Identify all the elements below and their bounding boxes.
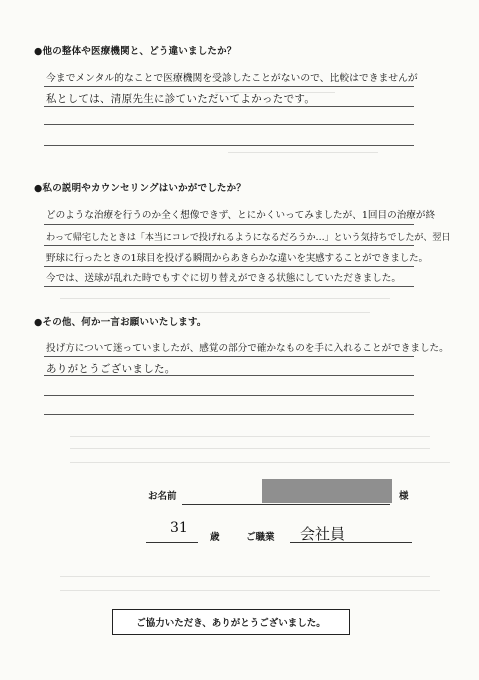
thanks-text: ご協力いただき、ありがとうございました。 bbox=[136, 618, 326, 629]
show-through bbox=[228, 152, 378, 153]
answer-rule bbox=[44, 414, 414, 415]
show-through bbox=[60, 590, 440, 591]
answer-1-line-2: 私としては、清原先生に診ていただいてよかったです。 bbox=[46, 93, 316, 105]
answer-2-line-2: わって帰宅したときは「本当にコレで投げれるようになるだろうか…」という気持ちでしたが、翌日 bbox=[46, 232, 451, 243]
show-through bbox=[60, 298, 390, 299]
answer-rule bbox=[44, 145, 414, 146]
answer-rule bbox=[44, 375, 414, 376]
answer-rule bbox=[44, 356, 414, 357]
name-redaction bbox=[262, 479, 392, 503]
occupation-line bbox=[290, 542, 412, 543]
occupation-label: ご職業 bbox=[246, 532, 275, 543]
show-through bbox=[70, 462, 450, 463]
age-line bbox=[146, 542, 198, 543]
name-line bbox=[182, 504, 390, 505]
answer-rule bbox=[44, 86, 414, 87]
show-through bbox=[70, 448, 430, 449]
answer-2-line-4: 今では、送球が乱れた時でもすぐに切り替えができる状態にしていただきました。 bbox=[46, 273, 401, 284]
name-label: お名前 bbox=[148, 491, 177, 502]
answer-rule bbox=[44, 286, 414, 287]
question-2: ●私の説明やカウンセリングはいかがでしたか？ bbox=[34, 183, 246, 194]
answer-rule bbox=[44, 395, 414, 396]
question-1: ●他の整体や医療機関と、どう違いましたか？ bbox=[34, 46, 237, 57]
honorific-label: 様 bbox=[399, 491, 409, 502]
answer-rule bbox=[44, 224, 414, 225]
show-through bbox=[60, 576, 430, 577]
answer-rule bbox=[44, 266, 414, 267]
answer-rule bbox=[44, 106, 414, 107]
show-through bbox=[70, 312, 370, 313]
answer-2-line-3: 野球に行ったときの1球目を投げる瞬間からあきらかな違いを実感することができました。 bbox=[46, 253, 428, 264]
answer-3-line-2: ありがとうございました。 bbox=[46, 363, 176, 375]
age-label: 歳 bbox=[210, 532, 220, 543]
answer-rule bbox=[44, 245, 414, 246]
age-value: 31 bbox=[170, 520, 188, 536]
thanks-box bbox=[112, 609, 350, 635]
answer-rule bbox=[44, 124, 414, 125]
question-3: ●その他、何か一言お願いいたします。 bbox=[34, 317, 207, 328]
answer-1-line-1: 今までメンタル的なことで医療機関を受診したことがないので、比較はできませんが bbox=[46, 73, 418, 84]
answer-3-line-1: 投げ方について迷っていましたが、感覚の部分で確かなものを手に入れることができました。 bbox=[46, 343, 449, 354]
show-through bbox=[70, 436, 430, 437]
occupation-value: 会社員 bbox=[300, 525, 346, 543]
answer-2-line-1: どのような治療を行うのか全く想像できず、とにかくいってみましたが、1回目の治療が終 bbox=[46, 210, 436, 221]
